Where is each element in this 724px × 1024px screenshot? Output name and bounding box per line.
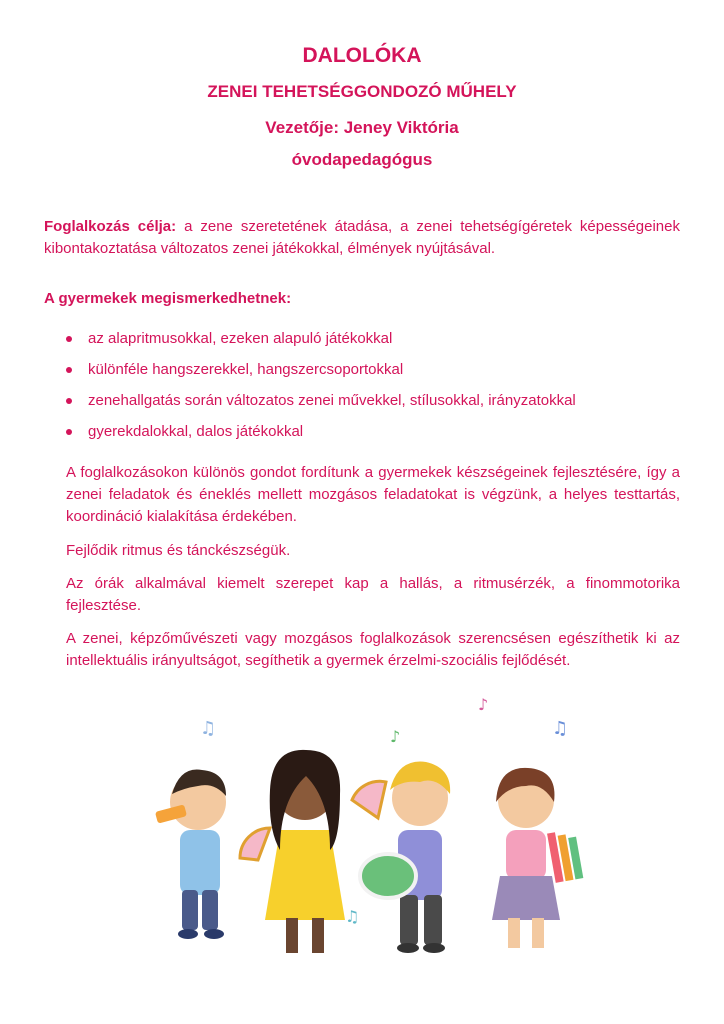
svg-text:♫: ♫ bbox=[345, 907, 360, 926]
girl-xylophone-figure bbox=[492, 768, 583, 948]
girl-tambourine-figure bbox=[240, 750, 386, 953]
bullet-list bbox=[66, 328, 576, 452]
svg-text:♫: ♫ bbox=[552, 718, 569, 739]
leader-line: Vezetője: Jeney Viktória bbox=[265, 118, 459, 137]
body-paragraph: Fejlődik ritmus és tánckészségük. bbox=[66, 542, 291, 559]
goal-label: Foglalkozás célja: bbox=[44, 218, 177, 235]
body-paragraph: A foglalkozásokon különös gondot fordítunk a gyermekek készségeinek fejlesztésére, így a zenei feladatok és éneklés mellett mozgásos feladatokat is végzünk, a helyes testtartás, koordináció kialakítása érdekében. bbox=[66, 464, 680, 525]
page-title: DALOLÓKA bbox=[302, 44, 422, 67]
list-item: zenehallgatás során változatos zenei művekkel, stílusokkal, irányzatokkal bbox=[66, 390, 576, 421]
list-item: különféle hangszerekkel, hangszercsoportokkal bbox=[66, 359, 576, 390]
workshop-subtitle: ZENEI TEHETSÉGGONDOZÓ MŰHELY bbox=[207, 82, 517, 101]
list-item: az alapritmusokkal, ezeken alapuló játékokkal bbox=[66, 328, 576, 359]
list-heading: A gyermekek megismerkedhetnek: bbox=[44, 290, 292, 307]
goal-paragraph bbox=[44, 216, 680, 260]
svg-text:♪: ♪ bbox=[478, 695, 489, 714]
svg-text:♪: ♪ bbox=[390, 727, 401, 746]
svg-text:♫: ♫ bbox=[200, 718, 217, 739]
list-item: gyerekdalokkal, dalos játékokkal bbox=[66, 421, 576, 452]
body-paragraph: A zenei, képzőművészeti vagy mozgásos foglalkozások szerencsésen egészíthetik ki az intellektuális irányultságot, segíthetik a gyermek érzelmi-szociális fejlődését. bbox=[66, 630, 680, 669]
children-playing-music-illustration bbox=[140, 690, 590, 980]
leader-role: óvodapedagógus bbox=[291, 150, 433, 169]
boy-harmonica-figure bbox=[155, 770, 226, 940]
body-paragraph: Az órák alkalmával kiemelt szerepet kap a hallás, a ritmusérzék, a finommotorika fejlesztése. bbox=[66, 575, 680, 614]
goal-text: a zene szeretetének átadása, a zenei tehetségígéretek képességeinek kibontakoztatása változatos zenei játékokkal, élmények nyújtásával. bbox=[44, 218, 680, 257]
